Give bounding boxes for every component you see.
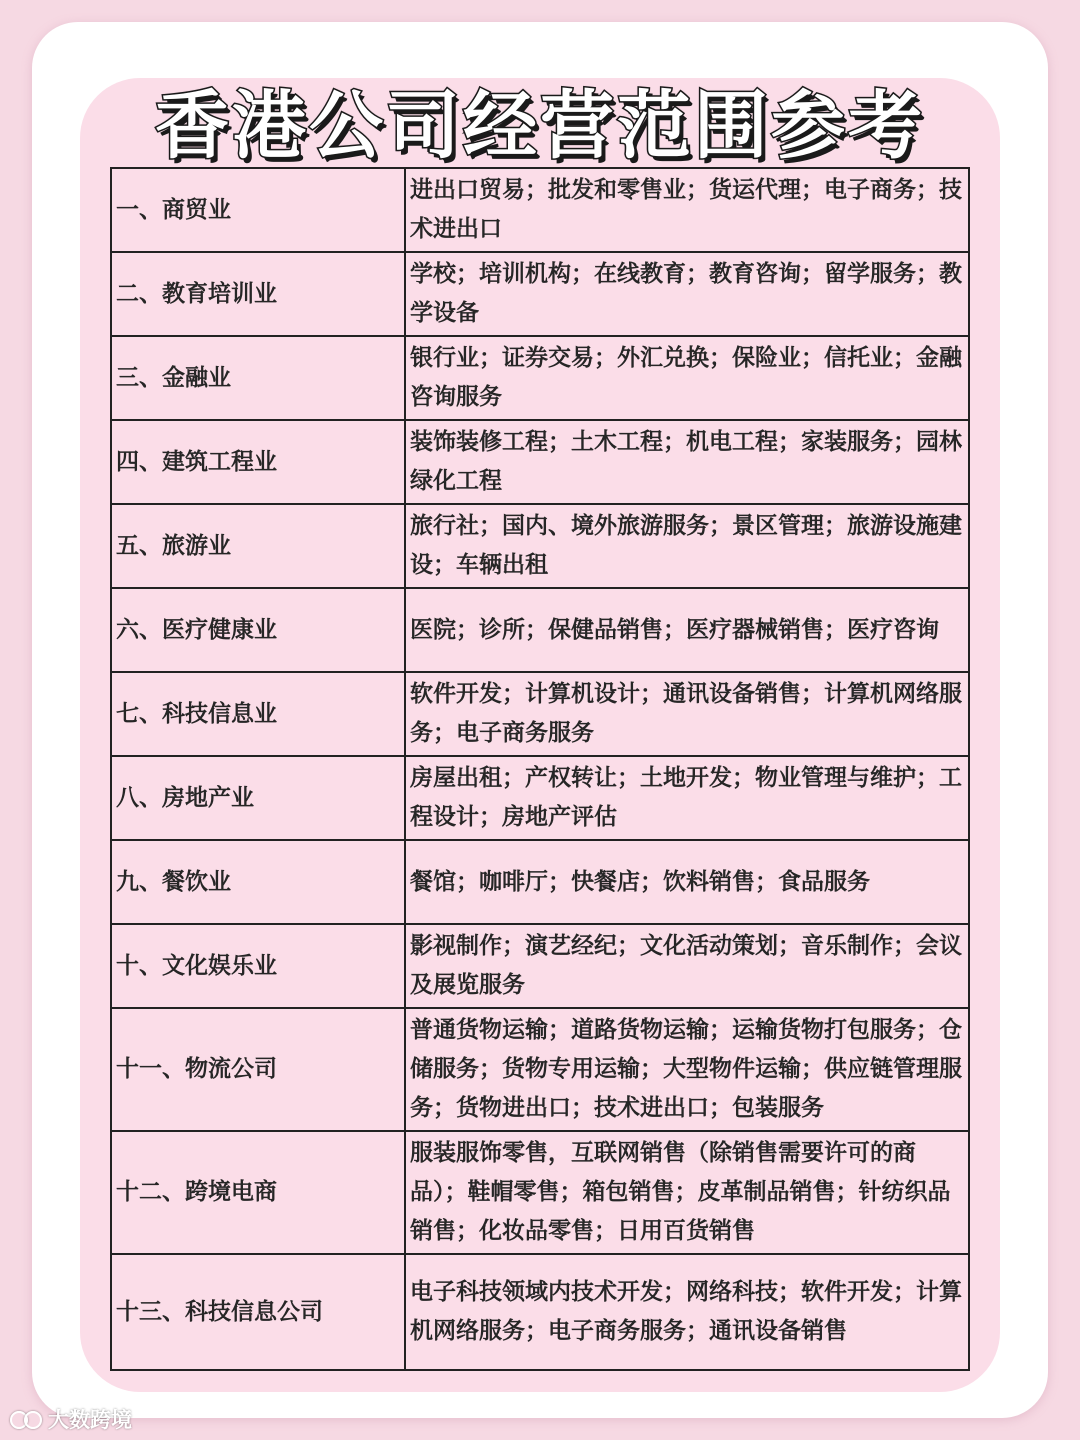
category-cell: 一、商贸业 [111,168,405,252]
watermark [10,1404,132,1434]
table-row [111,672,969,756]
table-row [111,1008,969,1131]
scope-cell: 医院；诊所；保健品销售；医疗器械销售；医疗咨询 [405,588,969,672]
category-cell: 五、旅游业 [111,504,405,588]
scope-cell: 银行业；证券交易；外汇兑换；保险业；信托业；金融咨询服务 [405,336,969,420]
category-cell: 七、科技信息业 [111,672,405,756]
scope-cell: 学校；培训机构；在线教育；教育咨询；留学服务；教学设备 [405,252,969,336]
category-cell: 八、房地产业 [111,756,405,840]
category-cell: 十一、物流公司 [111,1008,405,1131]
table-row [111,336,969,420]
table-row [111,252,969,336]
table-row [111,840,969,924]
table-row [111,1131,969,1254]
table-row [111,168,969,252]
page-title: 香港公司经营范围参考 [155,83,925,169]
category-cell: 四、建筑工程业 [111,420,405,504]
category-cell: 十二、跨境电商 [111,1131,405,1254]
scope-cell: 房屋出租；产权转让；土地开发；物业管理与维护；工程设计；房地产评估 [405,756,969,840]
scope-cell: 进出口贸易；批发和零售业；货运代理；电子商务；技术进出口 [405,168,969,252]
table-row [111,504,969,588]
category-cell: 十、文化娱乐业 [111,924,405,1008]
category-cell: 十三、科技信息公司 [111,1254,405,1370]
table-row [111,1254,969,1370]
scope-cell: 装饰装修工程；土木工程；机电工程；家装服务；园林绿化工程 [405,420,969,504]
category-cell: 二、教育培训业 [111,252,405,336]
scope-cell: 旅行社；国内、境外旅游服务；景区管理；旅游设施建设；车辆出租 [405,504,969,588]
scope-cell: 电子科技领域内技术开发；网络科技；软件开发；计算机网络服务；电子商务服务；通讯设备销售 [405,1254,969,1370]
category-cell: 六、医疗健康业 [111,588,405,672]
watermark-text: 大数跨境 [48,1408,132,1432]
scope-cell: 影视制作；演艺经纪；文化活动策划；音乐制作；会议及展览服务 [405,924,969,1008]
business-scope-table [110,167,970,1371]
scope-cell: 软件开发；计算机设计；通讯设备销售；计算机网络服务；电子商务服务 [405,672,969,756]
table-row [111,420,969,504]
category-cell: 九、餐饮业 [111,840,405,924]
table-row [111,588,969,672]
watermark-logo-icon [10,1408,44,1430]
table-row [111,756,969,840]
scope-cell: 普通货物运输；道路货物运输；运输货物打包服务；仓储服务；货物专用运输；大型物件运输；供应链管理服务；货物进出口；技术进出口；包装服务 [405,1008,969,1131]
scope-cell: 服装服饰零售，互联网销售（除销售需要许可的商品）；鞋帽零售；箱包销售；皮革制品销售；针纺织品销售；化妆品零售；日用百货销售 [405,1131,969,1254]
scope-cell: 餐馆；咖啡厅；快餐店；饮料销售；食品服务 [405,840,969,924]
category-cell: 三、金融业 [111,336,405,420]
table-row [111,924,969,1008]
